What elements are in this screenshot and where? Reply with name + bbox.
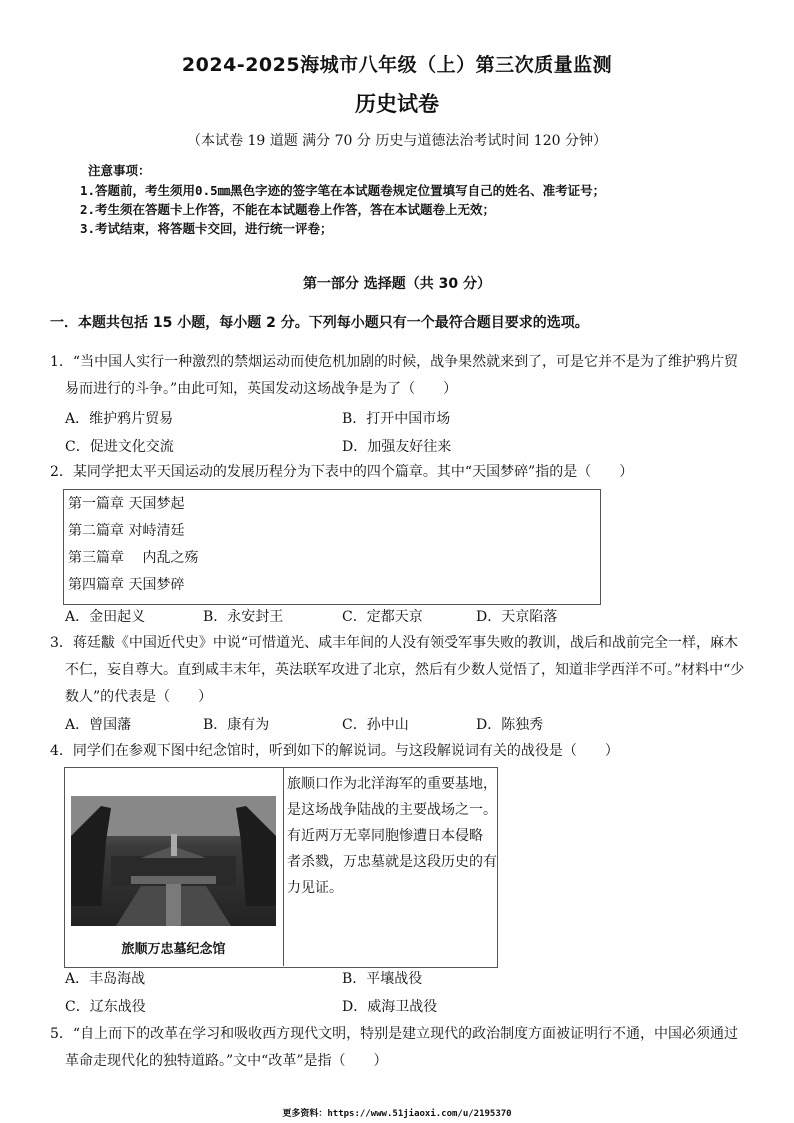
q5-stem-line2: 革命走现代化的独特道路。”文中“改革”是指（ ） [65,1053,388,1069]
photo-caption: 旅顺万忠墓纪念馆 [121,942,226,957]
q3-option-b: B．康有为 [203,717,270,733]
q5-stem-line1: 5．“自上而下的改革在学习和吸收西方现代文明，特别是建立现代的政治制度方面被证明行不通，中国必须通过 [50,1026,739,1042]
q4-stem: 4．同学们在参观下图中纪念馆时，听到如下的解说词。与这段解说词有关的战役是（ ） [50,743,619,759]
notice-item: 2.考生须在答题卡上作答，不能在本试题卷上作答，答在本试题卷上无效； [80,202,496,217]
q3-option-a: A．曾国藩 [65,717,132,733]
q4-option-b: B．平壤战役 [342,971,423,987]
q1-option-b: B．打开中国市场 [342,411,451,427]
q1-stem-line1: 1．“当中国人实行一种激烈的禁烟运动而使危机加剧的时候，战争果然就来到了，可是它并不是为了维护鸦片贸 [50,354,739,370]
q4-option-d: D．威海卫战役 [342,999,438,1015]
exam-title: 2024-2025海城市八年级（上）第三次质量监测 [181,54,613,76]
chapter-row: 第四篇章 天国梦碎 [68,577,185,593]
chapter-row: 第一篇章 天国梦起 [68,496,185,512]
notice-item: 3.考试结束，将答题卡交回，进行统一评卷； [80,221,333,236]
notice-item: 1.答题前，考生须用0.5㎜黑色字迹的签字笔在本试题卷规定位置填写自己的姓名、准考证号； [80,183,606,198]
q3-option-c: C．孙中山 [342,717,409,733]
q2-option-a: A．金田起义 [65,609,146,625]
q4-text-line: 力见证。 [287,880,343,896]
q3-option-d: D．陈独秀 [476,717,544,733]
q2-option-b: B．永安封王 [203,609,284,625]
q4-option-a: A．丰岛海战 [65,971,146,987]
memorial-photo [71,796,276,926]
notice-heading: 注意事项： [88,163,151,178]
q2-stem: 2．某同学把太平天国运动的发展历程分为下表中的四个篇章。其中“天国梦碎”指的是（ ） [50,464,634,480]
exam-subtitle: （本试卷 19 道题 满分 70 分 历史与道德法治考试时间 120 分钟） [187,133,607,149]
footer-link[interactable]: 更多资料：https://www.51jiaoxi.com/u/2195370 [282,1109,512,1119]
q3-stem-line2: 不仁，妄自尊大。直到咸丰末年，英法联军攻进了北京，然后有少数人觉悟了，知道非学西洋不可。”材料中“少 [65,662,745,678]
part1-instruction: 一．本题共包括 15 小题，每小题 2 分。下列每小题只有一个最符合题目要求的选项。 [50,315,589,331]
q2-option-c: C．定都天京 [342,609,423,625]
q1-option-c: C．促进文化交流 [65,439,174,455]
q4-text-line: 是这场战争陆战的主要战场之一。 [287,802,497,818]
q2-option-d: D．天京陷落 [476,609,558,625]
q1-option-d: D．加强友好往来 [342,439,452,455]
chapter-row: 第三篇章 内乱之殇 [68,550,199,566]
q4-figure-divider [283,767,284,966]
q3-stem-line1: 3．蒋廷黻《中国近代史》中说“可惜道光、咸丰年间的人没有领受军事失败的教训，战后和战前完全一样，麻木 [50,635,739,651]
q1-stem-line2: 易而进行的斗争。”由此可知，英国发动这场战争是为了（ ） [65,381,458,397]
q1-option-a: A．维护鸦片贸易 [65,411,174,427]
q3-stem-line3: 数人”的代表是（ ） [65,689,213,705]
q4-option-c: C．辽东战役 [65,999,146,1015]
q4-text-line: 者杀戮，万忠墓就是这段历史的有 [287,854,497,870]
chapter-row: 第二篇章 对峙清廷 [68,523,185,539]
q4-text-line: 旅顺口作为北洋海军的重要基地， [287,776,497,792]
q4-text-line: 有近两万无辜同胞惨遭日本侵略 [287,828,483,844]
subject-title: 历史试卷 [355,92,439,116]
part1-heading: 第一部分 选择题（共 30 分） [302,276,492,292]
